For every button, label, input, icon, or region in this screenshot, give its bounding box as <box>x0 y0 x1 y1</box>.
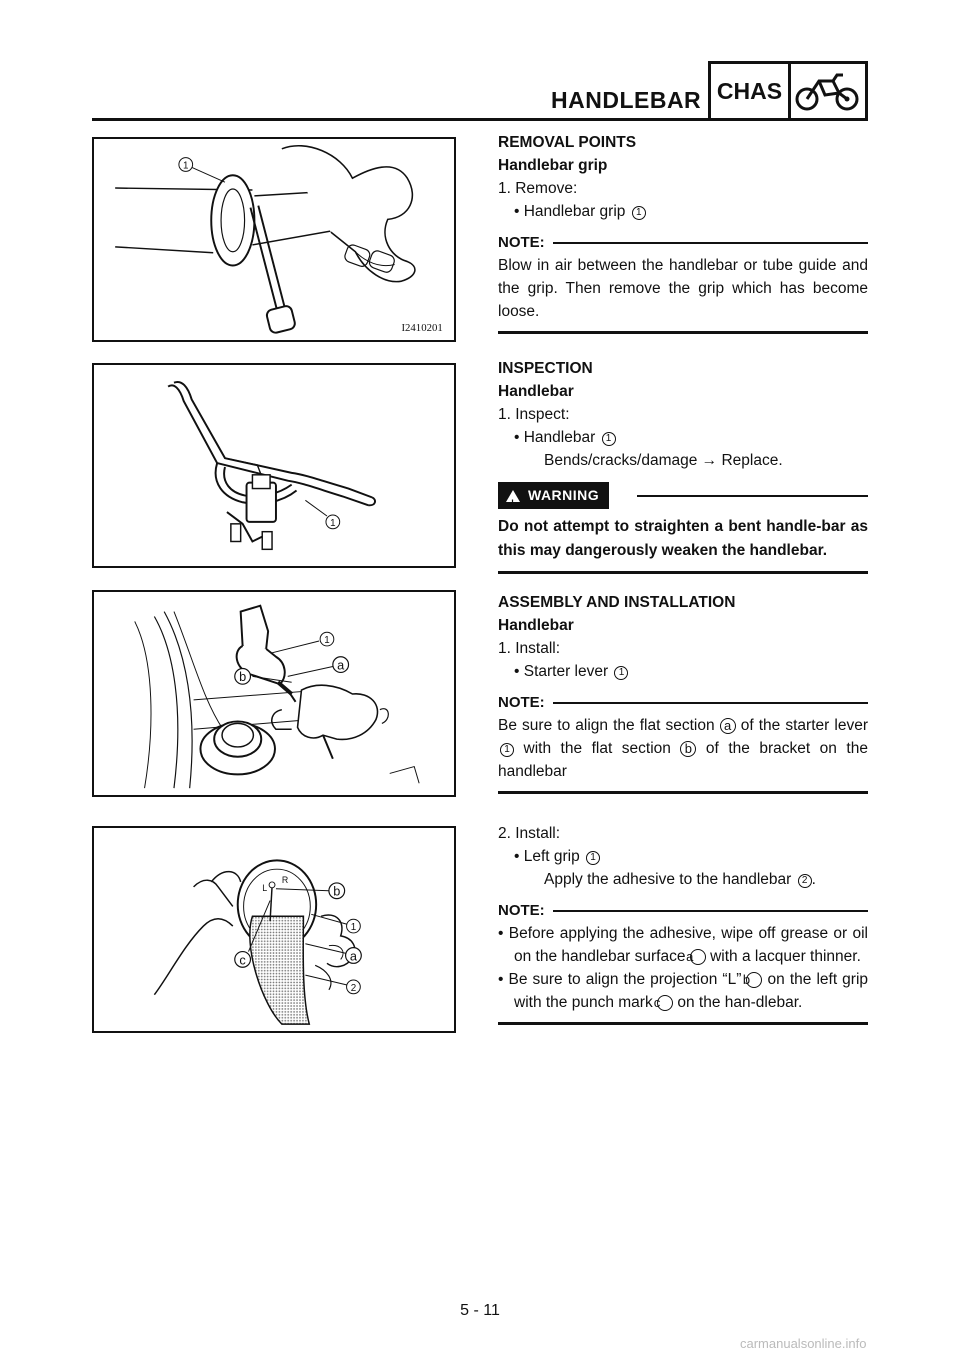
note-text-part: Be sure to align the flat section <box>498 717 715 734</box>
step-item: 1. Install: <box>498 640 561 657</box>
section-assembly <box>498 591 868 1025</box>
section-subheading: Handlebar <box>498 617 574 634</box>
bullet-item: • Handlebar 1 <box>498 426 868 449</box>
section-removal-points <box>498 131 868 334</box>
callout-ref: b <box>680 741 696 757</box>
bullet-subtext <box>498 868 868 891</box>
illustration-grip-removal <box>94 139 454 340</box>
header-rule <box>92 118 708 121</box>
note-header <box>498 231 868 254</box>
bullet-text: Starter lever <box>523 663 609 680</box>
callout-ref: 1 <box>500 743 514 757</box>
figure-code: I2410201 <box>401 322 443 335</box>
fig3-callout-1: 1 <box>324 634 330 646</box>
warning-text: Do not attempt to straighten a bent handle-bar as this may dangerously weaken the handlebar. <box>498 518 868 559</box>
figure-handlebar-inspection <box>92 363 456 568</box>
note-text-part: on the han-dlebar. <box>677 994 803 1011</box>
bullet-text: Handlebar <box>523 429 596 446</box>
section-heading: ASSEMBLY AND INSTALLATION <box>498 594 736 611</box>
note-rule <box>553 910 868 912</box>
note-header <box>498 691 868 714</box>
callout-ref: a <box>690 949 706 965</box>
callout-ref: 1 <box>632 206 646 220</box>
fig4-callout-2: 2 <box>350 982 357 994</box>
bullet-item: • Handlebar grip 1 <box>498 200 868 223</box>
page-header <box>0 0 960 130</box>
note-list-item: • Before applying the adhesive, wipe off grease or oil on the handlebar surface a with a lacquer thinner. <box>498 925 868 965</box>
bullet-item: • Starter lever 1 <box>498 660 868 683</box>
warning-header <box>498 482 868 509</box>
callout-ref: 2 <box>798 874 812 888</box>
figure-handlebar-grip-removal <box>92 137 456 342</box>
note-rule <box>553 242 868 244</box>
fig2-callout-1: 1 <box>330 517 336 529</box>
section-heading: INSPECTION <box>498 360 593 377</box>
page-number: 5 - 11 <box>460 1302 500 1319</box>
warning-label: WARNING <box>528 487 600 503</box>
fig4-callout-b: b <box>333 883 341 899</box>
callout-ref: 1 <box>586 851 600 865</box>
figure-left-grip-install <box>92 826 456 1033</box>
section-tab <box>708 61 868 121</box>
illustration-left-grip <box>94 828 454 1031</box>
section-subheading: Handlebar grip <box>498 157 608 174</box>
page-title: HANDLEBAR <box>551 87 702 113</box>
note-text: Blow in air between the handlebar or tube guide and the grip. Then remove the grip which has become loose. <box>498 257 868 320</box>
subtext-part: Apply the adhesive to the handlebar <box>544 871 792 888</box>
note-label: NOTE: <box>498 234 545 251</box>
bullet-text: Handlebar grip <box>523 203 626 220</box>
section-label: CHAS <box>711 64 791 118</box>
note-list-item: • Be sure to align the projection “L” b on the left grip with the punch mark c on the han-dlebar. <box>498 971 869 1011</box>
figure-starter-lever <box>92 590 456 797</box>
fig4-grip-mark-r: R <box>281 874 289 885</box>
note-header <box>498 899 868 922</box>
note-text-part: Before applying the adhesive, wipe off grease or oil on the handlebar surface <box>508 925 868 965</box>
fig4-grip-mark-l: L <box>262 882 268 893</box>
fig4-callout-a: a <box>349 948 357 964</box>
note-label: NOTE: <box>498 694 545 711</box>
step-item: 1. Remove: <box>498 180 578 197</box>
note-text-part: of the bracket on the handlebar <box>498 740 868 780</box>
step-item: 1. Inspect: <box>498 406 570 423</box>
note-text-part: with the flat section <box>523 740 671 757</box>
note-rule <box>553 702 868 704</box>
callout-ref: 1 <box>614 666 628 680</box>
section-end-rule <box>498 571 868 574</box>
fig3-callout-a: a <box>337 657 345 673</box>
section-end-rule <box>498 791 868 794</box>
watermark: carmanualsonline.info <box>740 1336 867 1351</box>
section-end-rule <box>498 331 868 334</box>
note-text-part: with a lacquer thinner. <box>710 948 861 965</box>
warning-badge <box>498 482 609 509</box>
section-inspection <box>498 357 868 574</box>
section-subheading: Handlebar <box>498 383 574 400</box>
callout-ref: a <box>720 718 736 734</box>
note-text-part: of the starter lever <box>740 717 868 734</box>
illustration-handlebar <box>94 365 454 566</box>
fig4-callout-1: 1 <box>350 921 357 933</box>
section-heading: REMOVAL POINTS <box>498 134 637 151</box>
warning-icon: ! <box>506 490 520 502</box>
note-label: NOTE: <box>498 902 545 919</box>
step-item: 2. Install: <box>498 825 561 842</box>
warning-rule <box>637 495 868 497</box>
bullet-text: Left grip <box>523 848 580 865</box>
bullet-item: • Left grip 1 <box>498 845 868 868</box>
fig1-callout-1: 1 <box>183 160 189 172</box>
subtext-part: . <box>811 871 816 888</box>
note-text-part: on the left grip with the punch mark <box>514 971 869 1011</box>
callout-ref: 1 <box>602 432 616 446</box>
note-text-part: Be sure to align the projection “L” <box>508 971 742 988</box>
bullet-subtext: Bends/cracks/damage → Replace. <box>544 452 783 469</box>
section-end-rule <box>498 1022 868 1025</box>
callout-ref: b <box>746 972 762 988</box>
illustration-starter-lever <box>94 592 454 795</box>
note-text <box>498 714 868 783</box>
fig3-callout-b: b <box>239 669 247 685</box>
fig4-callout-c: c <box>239 952 246 968</box>
motorcycle-icon <box>791 64 865 118</box>
callout-ref: c <box>657 995 673 1011</box>
